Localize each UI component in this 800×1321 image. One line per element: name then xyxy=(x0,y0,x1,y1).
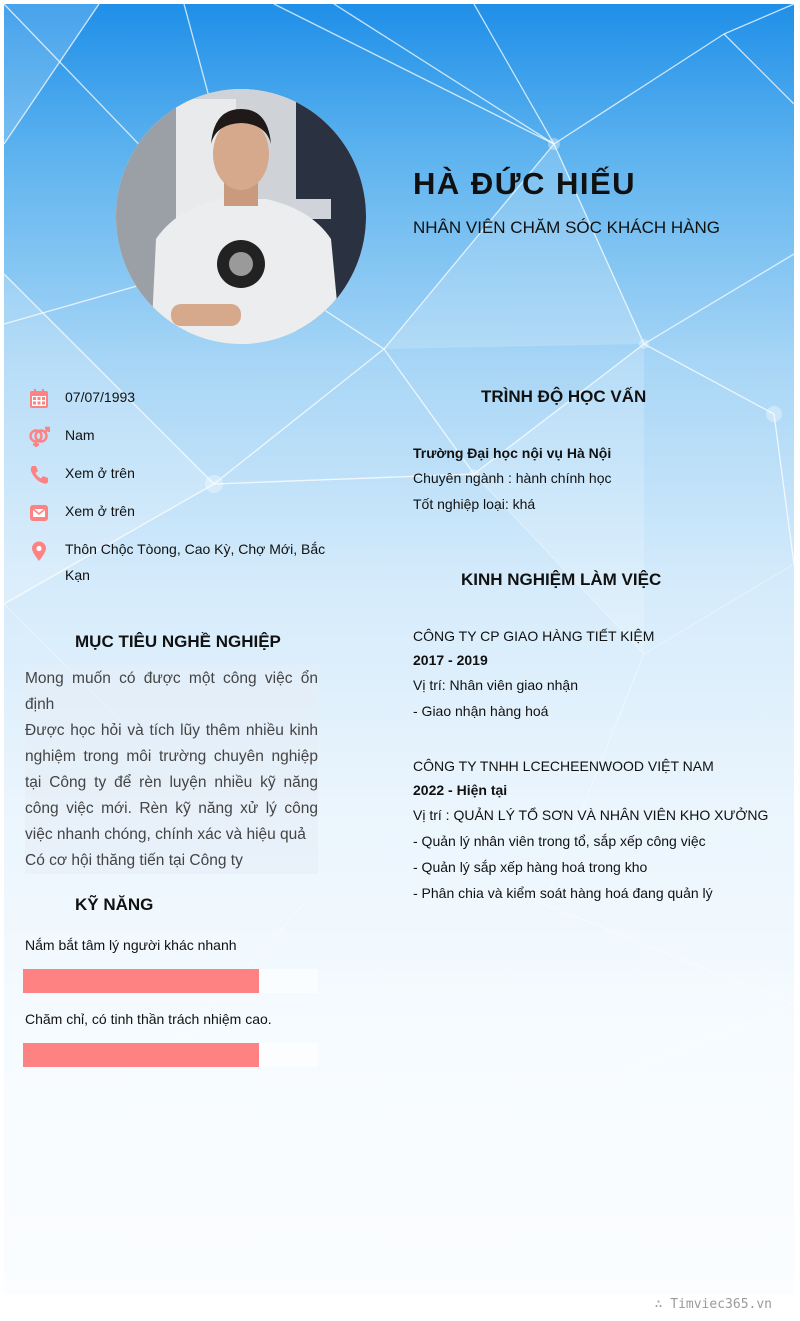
phone-icon xyxy=(28,464,50,486)
gender-icon xyxy=(28,426,50,448)
gender-value: Nam xyxy=(65,427,95,443)
objective-line: Mong muốn có được một công việc ổn định xyxy=(25,666,318,718)
skill-bar-fill xyxy=(23,1043,259,1067)
objective-heading: MỤC TIÊU NGHỀ NGHIỆP xyxy=(75,632,281,651)
job-task: - Giao nhận hàng hoá xyxy=(413,703,549,719)
gender-row xyxy=(28,422,328,448)
objective-text xyxy=(25,666,318,874)
watermark: ∴ Timviec365.vn xyxy=(654,1297,772,1312)
objective-line: Được học hỏi và tích lũy thêm nhiều kinh nghiệm trong môi trường chuyên nghiệp tại Công ty để rèn luyện nhiều kỹ năng công việc mới. Rèn kỹ năng xử lý công việc nhanh chóng, chính xác và hiệu quả xyxy=(25,718,318,848)
skill-bar xyxy=(23,969,318,993)
skill-name: Nắm bắt tâm lý người khác nhanh xyxy=(25,937,237,953)
phone-value: Xem ở trên xyxy=(65,465,135,481)
job-task: - Phân chia và kiểm soát hàng hoá đang quản lý xyxy=(413,885,713,901)
skill-bar-fill xyxy=(23,969,259,993)
birthday-value: 07/07/1993 xyxy=(65,389,136,405)
birthday-row xyxy=(28,384,328,410)
email-value: Xem ở trên xyxy=(65,503,135,519)
skill-bar xyxy=(23,1043,318,1067)
education-school: Trường Đại học nội vụ Hà Nội xyxy=(413,445,612,461)
candidate-job-title: NHÂN VIÊN CHĂM SÓC KHÁCH HÀNG xyxy=(413,218,720,237)
experience-heading: KINH NGHIỆM LÀM VIỆC xyxy=(461,570,662,589)
job-period: 2017 - 2019 xyxy=(413,652,488,668)
map-pin-icon xyxy=(28,540,50,562)
job-position: Vị trí : QUẢN LÝ TỔ SƠN VÀ NHÂN VIÊN KHO XƯỞNG xyxy=(413,807,769,823)
education-major: Chuyên ngành : hành chính học xyxy=(413,470,612,486)
phone-row xyxy=(28,460,328,486)
education-heading: TRÌNH ĐỘ HỌC VẤN xyxy=(481,387,647,406)
job-task: - Quản lý sắp xếp hàng hoá trong kho xyxy=(413,859,648,875)
job-company: CÔNG TY TNHH LCECHEENWOOD VIỆT NAM xyxy=(413,758,714,774)
envelope-icon xyxy=(28,502,50,524)
watermark-text: Timviec365.vn xyxy=(670,1297,772,1312)
profile-photo xyxy=(116,89,366,344)
candidate-name: HÀ ĐỨC HIẾU xyxy=(413,166,637,201)
calendar-icon xyxy=(28,388,50,410)
address-value: Thôn Chộc Tòong, Cao Kỳ, Chợ Mới, Bắc Kạn xyxy=(65,541,326,583)
job-position: Vị trí: Nhân viên giao nhận xyxy=(413,677,578,693)
job-task: - Quản lý nhân viên trong tổ, sắp xếp công việc xyxy=(413,833,706,849)
skill-name: Chăm chỉ, có tinh thần trách nhiệm cao. xyxy=(25,1011,272,1027)
cv-page xyxy=(4,4,794,1294)
job-period: 2022 - Hiện tại xyxy=(413,782,508,798)
objective-line: Có cơ hội thăng tiến tại Công ty xyxy=(25,848,318,874)
address-row xyxy=(28,536,328,588)
skills-heading: KỸ NĂNG xyxy=(75,895,154,914)
job-company: CÔNG TY CP GIAO HÀNG TIẾT KIỆM xyxy=(413,628,655,644)
education-grade: Tốt nghiệp loại: khá xyxy=(413,496,536,512)
email-row xyxy=(28,498,328,524)
